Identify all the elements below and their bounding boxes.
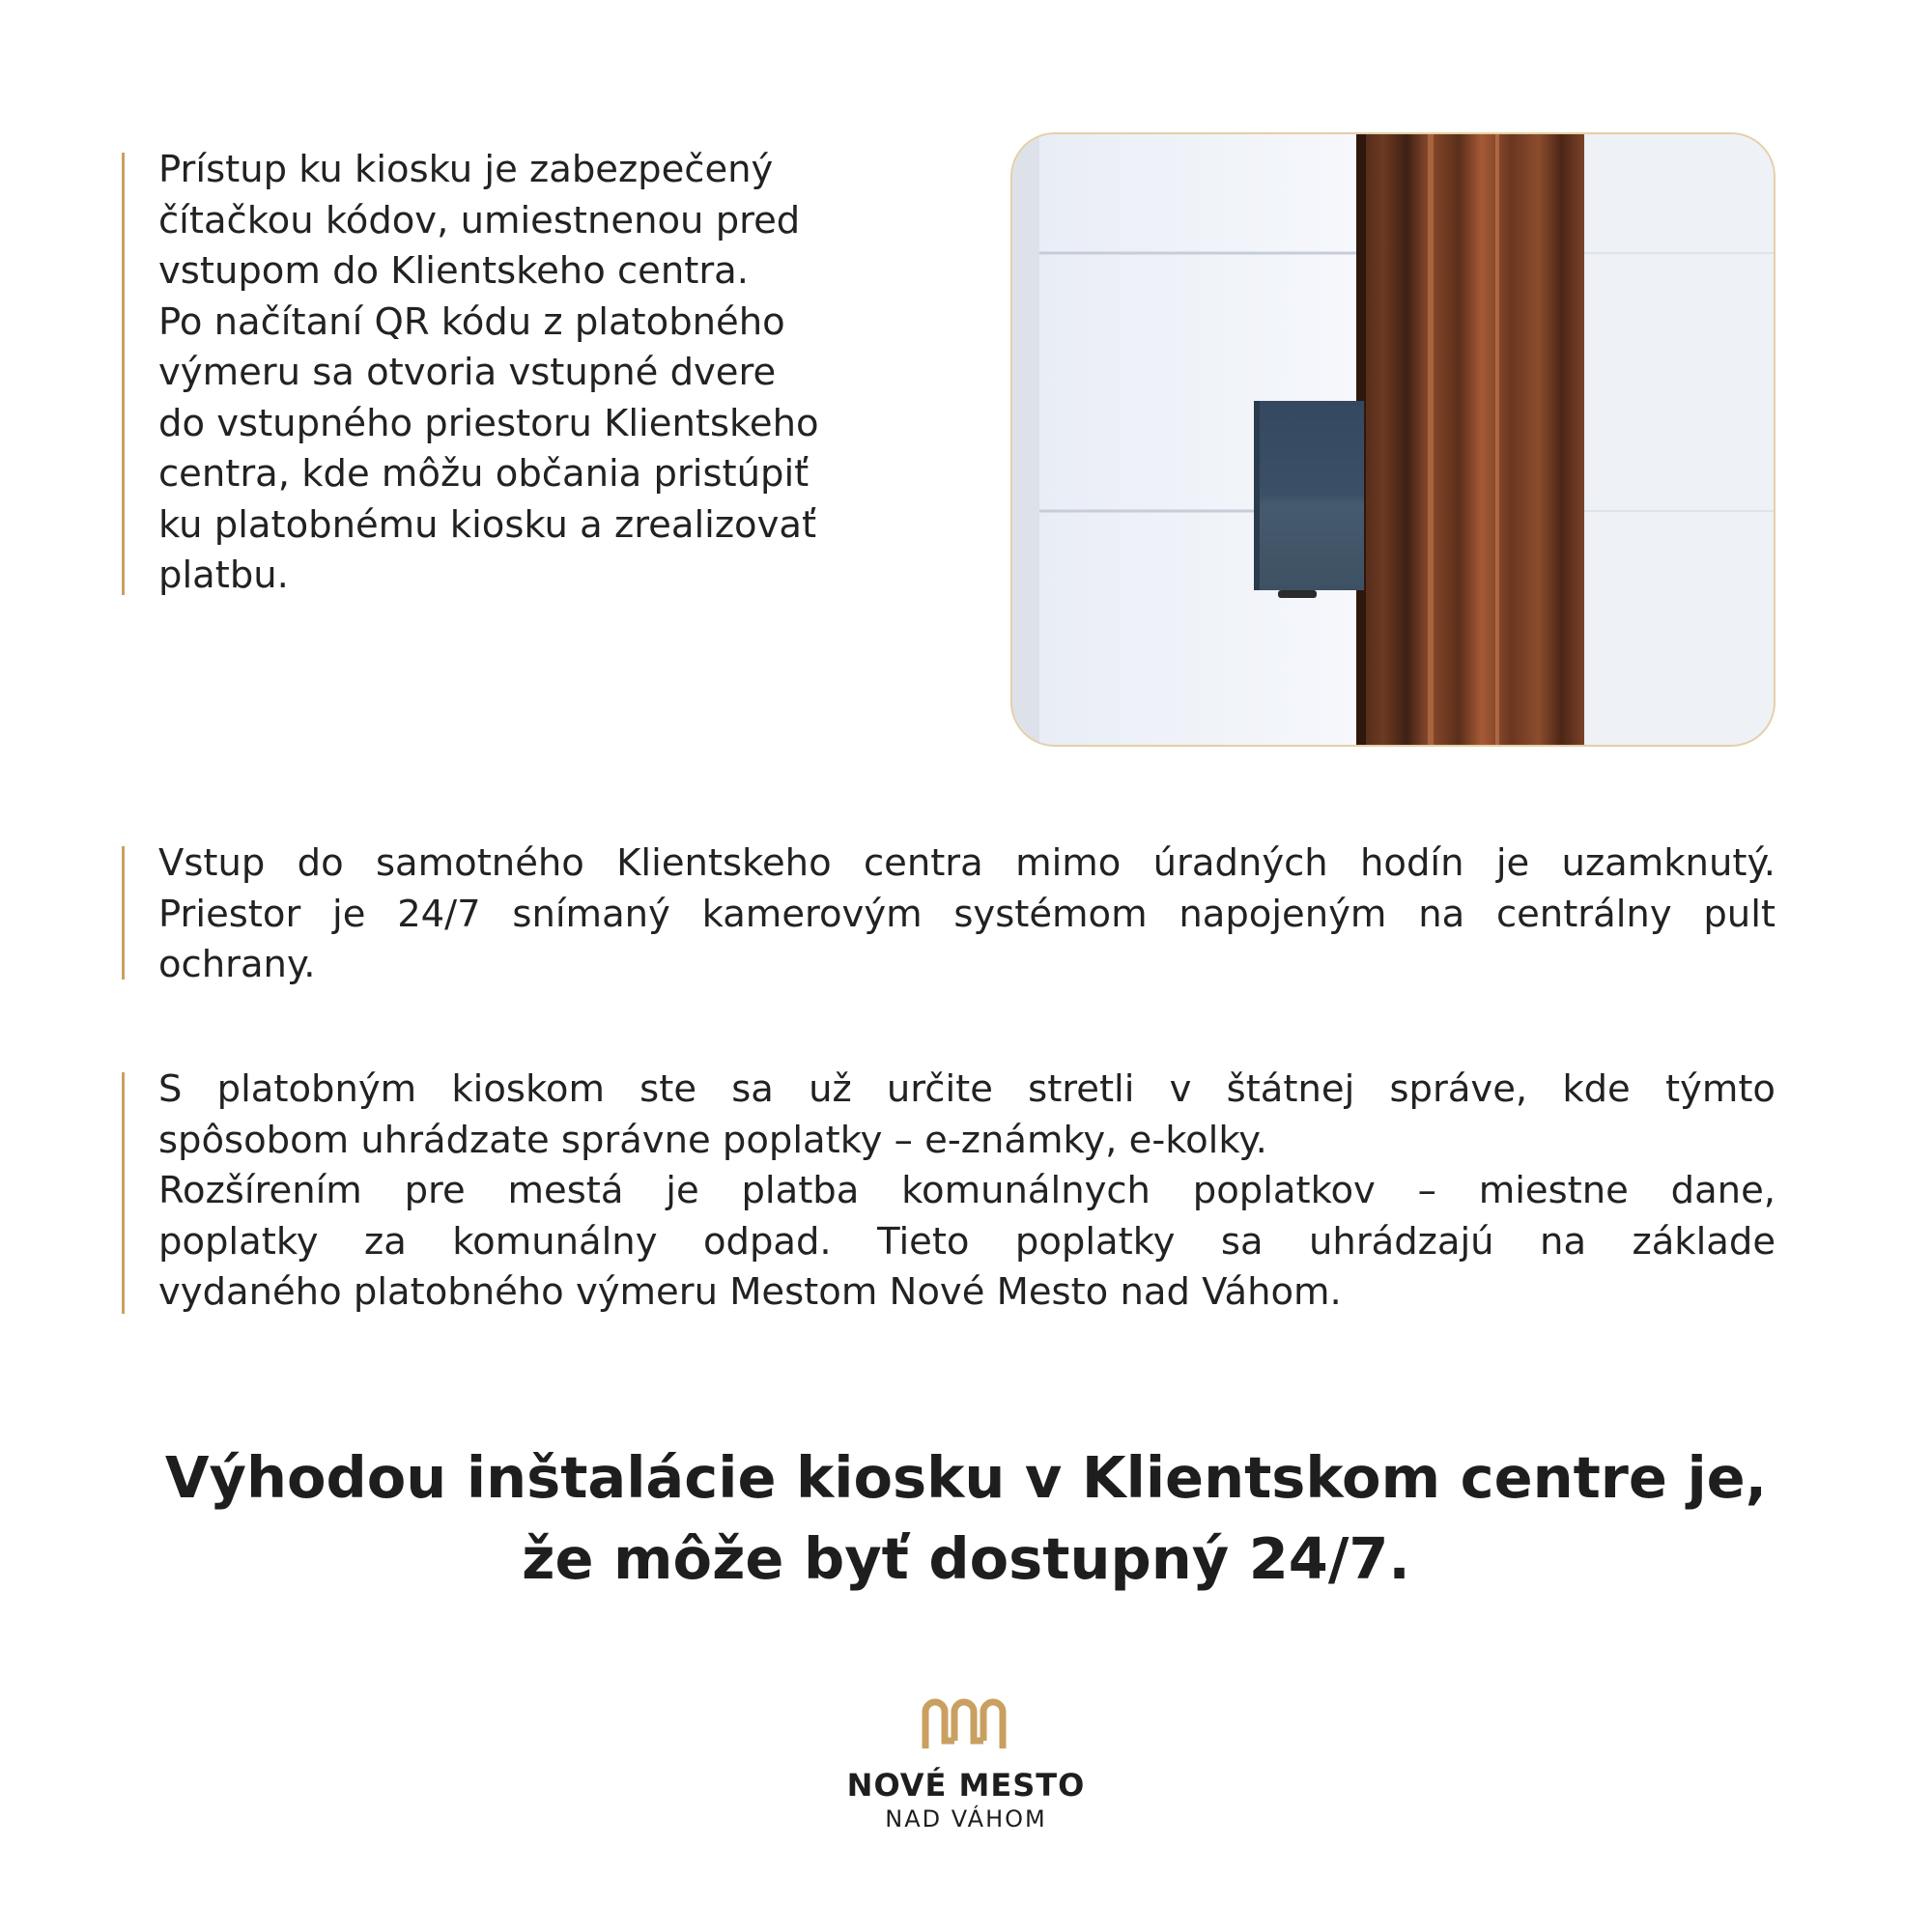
logo-name: NOVÉ MESTO [846,1767,1086,1804]
intro-line: vstupom do Klientskeho centra. [158,249,749,293]
headline-line-2: že môže byť dostupný 24/7. [522,1525,1410,1592]
headline-line-1: Výhodou inštalácie kiosku v Klientskom centre je, [164,1444,1768,1511]
payments-line: spôsobom uhrádzate správne poplatky – e-známky, e-kolky. [158,1118,1267,1162]
logo-subtitle: NAD VÁHOM [885,1805,1047,1833]
intro-line: platbu. [158,554,289,597]
security-line: Vstup do samotného Klientskeho centra mimo úradných hodín je uzamknutý. [158,841,1776,885]
payments-line: vydaného platobného výmeru Mestom Nové Mesto nad Váhom. [158,1270,1342,1314]
security-accent-bar [122,846,125,980]
intro-line: centra, kde môžu občania pristúpiť [158,452,810,496]
intro-line: Prístup ku kiosku je zabezpečený [158,148,774,191]
payments-paragraph [158,1065,1776,1319]
intro-line: Po načítaní QR kódu z platobného [158,299,785,344]
payments-line: Rozšírením pre mestá je platba komunálnych poplatkov – miestne dane, [158,1169,1776,1212]
intro-paragraph [158,145,951,602]
intro-accent-bar [122,153,125,595]
payments-line: poplatky za komunálny odpad. Tieto poplatky sa uhrádzajú na základe [158,1219,1776,1264]
intro-line: ku platobnému kiosku a zrealizovať [158,502,817,547]
payments-line: S platobným kioskom ste sa už určite stretli v štátnej správe, kde týmto [158,1067,1776,1111]
security-line: ochrany. [158,943,316,986]
arches-icon [920,1692,1012,1754]
intro-line: výmeru sa otvoria vstupné dvere [158,351,777,394]
security-paragraph [158,838,1776,991]
code-reader-photo [1010,132,1776,747]
city-logo [0,1692,1932,1833]
intro-line: do vstupného priestoru Klientskeho [158,401,819,445]
security-line: Priestor je 24/7 snímaný kamerovým systémom napojeným na centrálny pult [158,892,1776,936]
headline [0,1437,1932,1600]
payments-accent-bar [122,1072,125,1314]
intro-line: čítačkou kódov, umiestnenou pred [158,198,801,242]
